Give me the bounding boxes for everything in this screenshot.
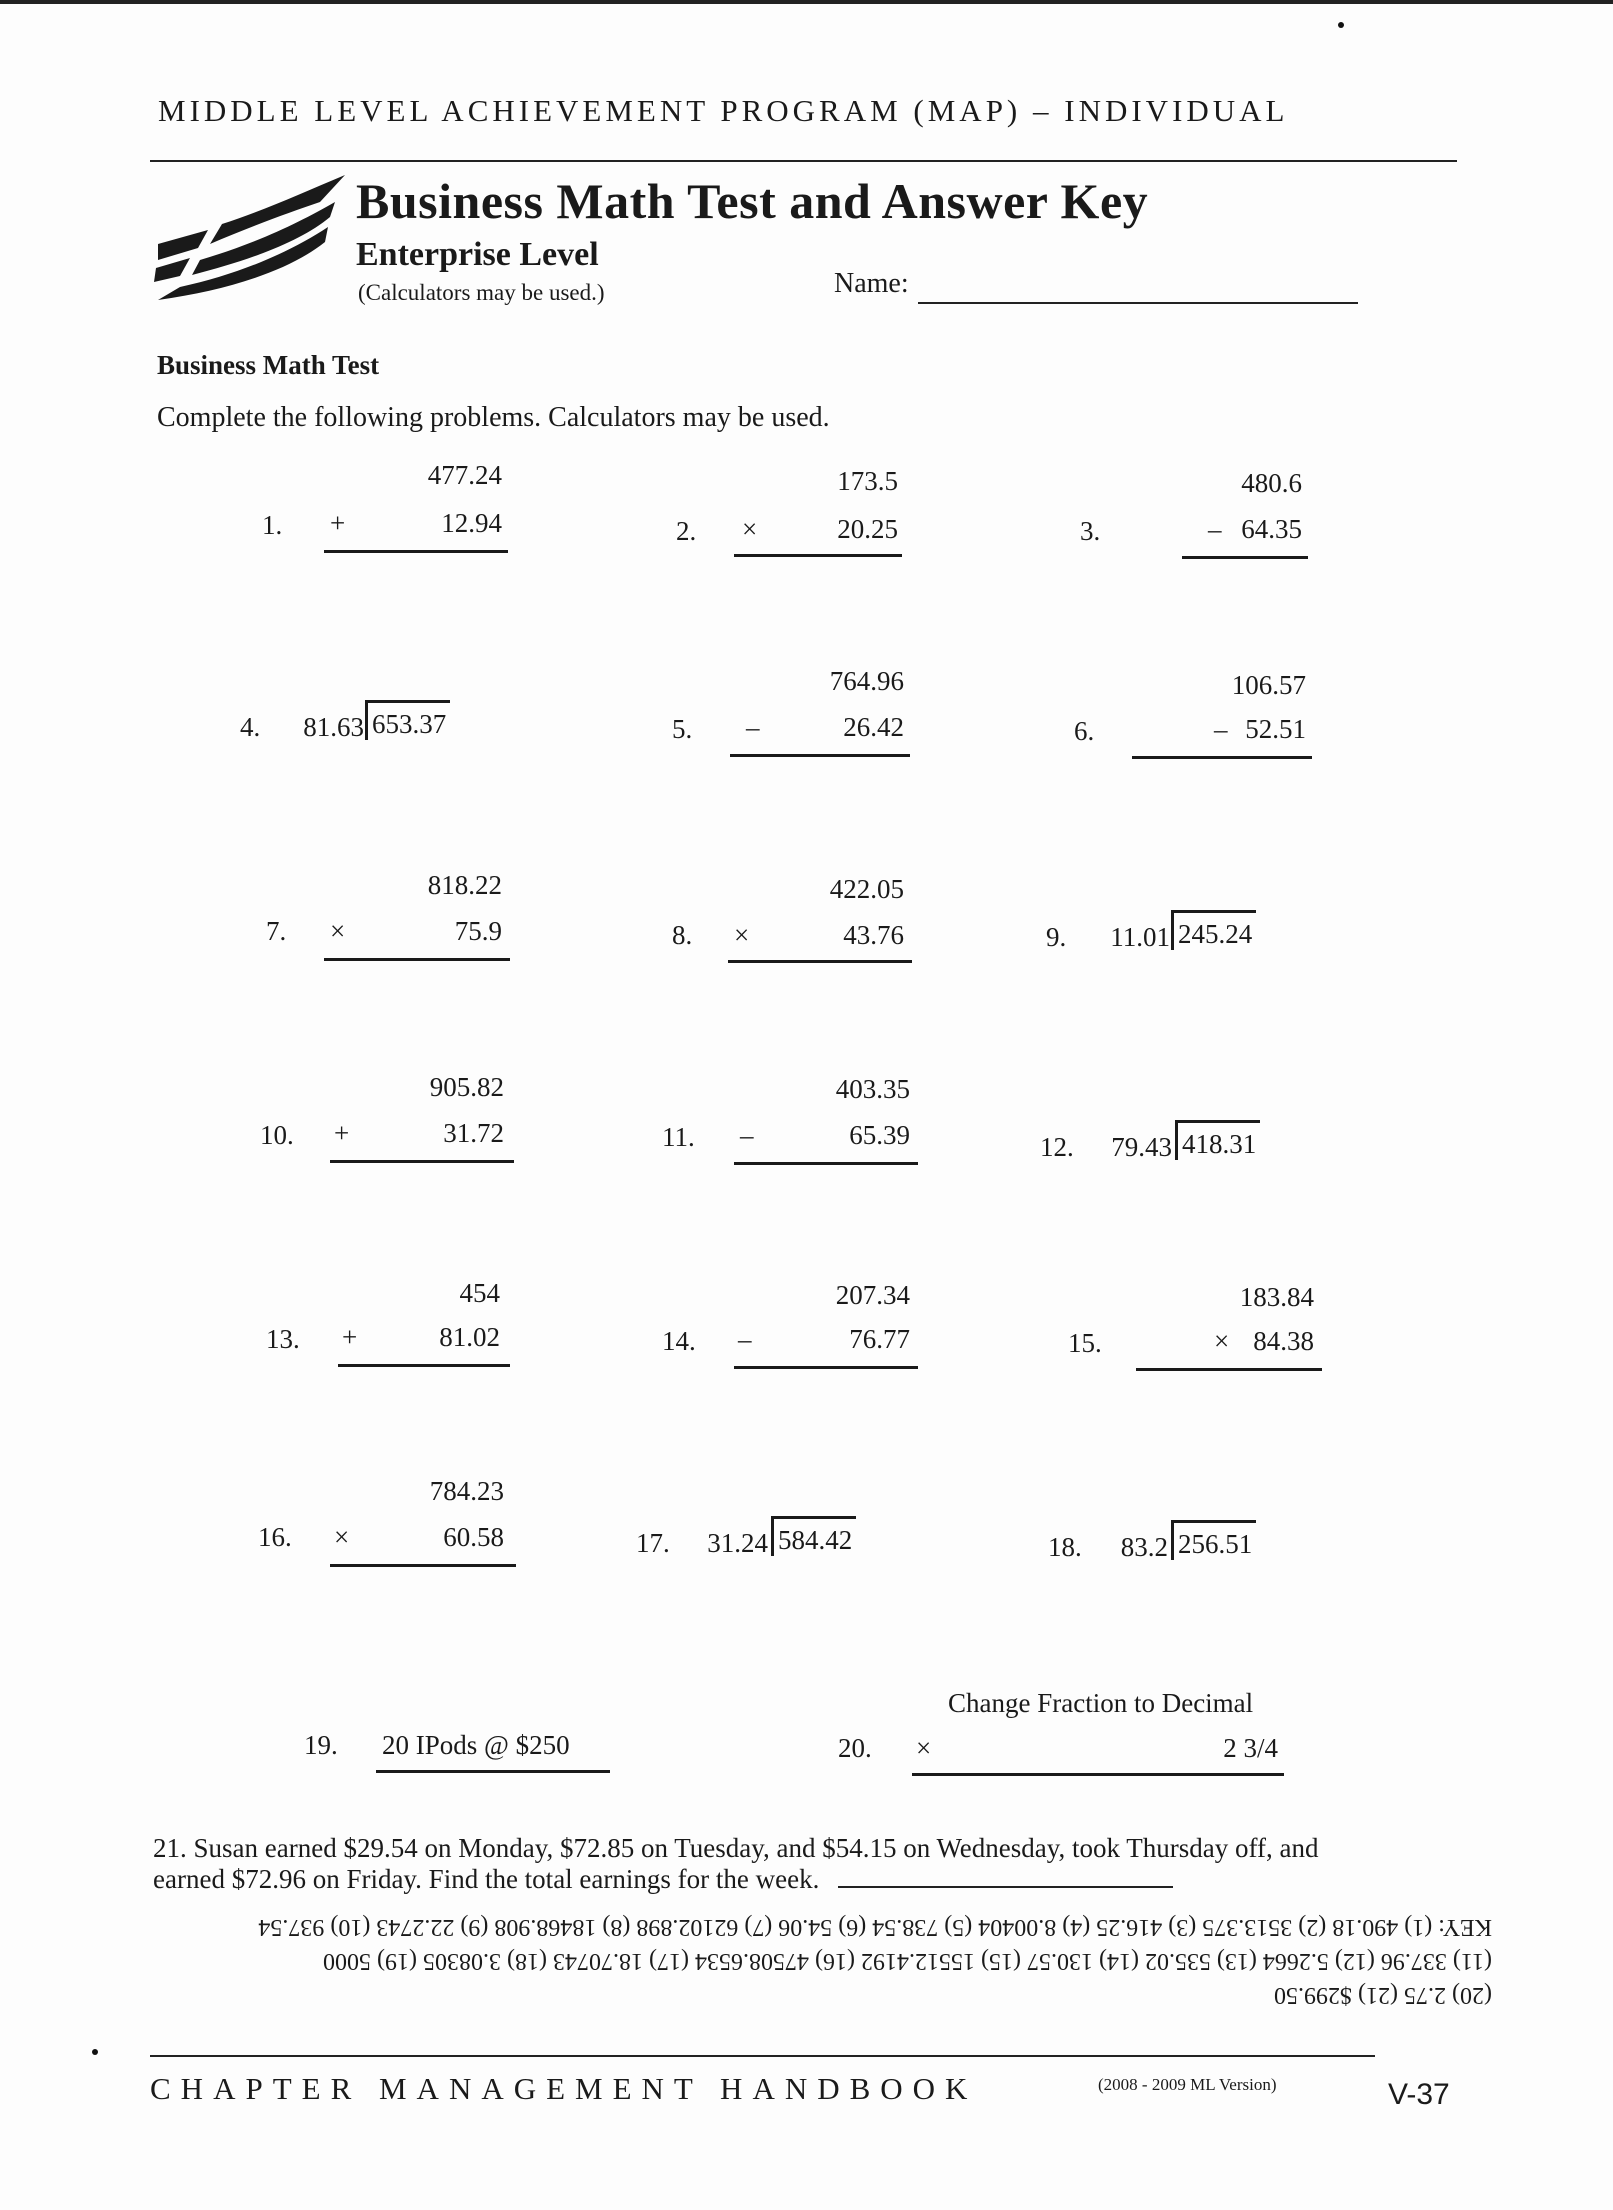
bottom-operand: – 65.39: [740, 1120, 910, 1150]
bottom-operand: × 75.9: [330, 916, 502, 946]
operator: –: [738, 1324, 752, 1354]
dividend: 584.42: [771, 1516, 856, 1556]
instructions: Complete the following problems. Calculators may be used.: [157, 402, 830, 433]
answer-line[interactable]: [734, 554, 902, 557]
fraction-value: 2 3/4: [1223, 1733, 1278, 1763]
answer-line[interactable]: [730, 754, 910, 757]
answer-line[interactable]: [734, 1366, 918, 1369]
bottom-operand: × 84.38: [1214, 1326, 1314, 1356]
name-field[interactable]: [918, 302, 1358, 304]
operator: –: [1208, 514, 1222, 544]
top-operand: 183.84: [1239, 1282, 1314, 1312]
divisor: 79.43: [1111, 1132, 1172, 1162]
operator: –: [740, 1120, 754, 1150]
main-title: Business Math Test and Answer Key: [356, 173, 1149, 229]
problem-number: 9.: [1046, 922, 1067, 952]
top-operand: 403.35: [835, 1074, 910, 1104]
program-title: MIDDLE LEVEL ACHIEVEMENT PROGRAM (MAP) – INDIVIDUAL: [158, 93, 1289, 128]
problem-number: 13.: [266, 1324, 300, 1354]
problem-number: 4.: [240, 712, 261, 742]
operator: +: [334, 1118, 350, 1148]
dividend: 245.24: [1171, 910, 1256, 950]
problem-number: 17.: [636, 1528, 670, 1558]
answer-line[interactable]: [324, 550, 508, 553]
answer-key-line: (20) 2.75 (21) $299.50: [1274, 1982, 1492, 2008]
scan-speck: [92, 2049, 98, 2055]
name-label: Name:: [834, 268, 909, 299]
answer-line[interactable]: [1132, 756, 1312, 759]
top-operand: 905.82: [429, 1072, 504, 1102]
problem-text: 20 IPods @ $250: [382, 1730, 570, 1760]
problem-number: 14.: [662, 1326, 696, 1356]
scan-top-edge: [0, 0, 1613, 4]
answer-key: [152, 1910, 1492, 2012]
divisor: 83.2: [1120, 1532, 1168, 1562]
problem-number: 19.: [304, 1730, 338, 1760]
answer-line[interactable]: [330, 1564, 516, 1567]
scan-speck: [1338, 22, 1344, 28]
divisor: 31.24: [707, 1528, 768, 1558]
page-number: V-37: [1388, 2078, 1450, 2111]
top-operand: 818.22: [427, 870, 502, 900]
problem-number: 12.: [1040, 1132, 1074, 1162]
bottom-operand: + 31.72: [334, 1118, 504, 1148]
answer-line[interactable]: [376, 1770, 610, 1773]
problem-number: 8.: [672, 920, 693, 950]
operator: –: [1214, 714, 1228, 744]
answer-line[interactable]: [338, 1364, 510, 1367]
footer-version: (2008 - 2009 ML Version): [1098, 2075, 1277, 2094]
problem-number: 1.: [262, 510, 283, 540]
problem-number: 20.: [838, 1733, 872, 1763]
problem-number: 15.: [1068, 1328, 1102, 1358]
operator: +: [330, 508, 346, 538]
section-title: Business Math Test: [157, 350, 380, 380]
answer-line[interactable]: [330, 1160, 514, 1163]
operator: –: [746, 712, 760, 742]
bottom-operand: – 76.77: [738, 1324, 910, 1354]
top-operand: 106.57: [1231, 670, 1306, 700]
footer-title: CHAPTER MANAGEMENT HANDBOOK: [150, 2071, 978, 2106]
bottom-operand: – 52.51: [1214, 714, 1306, 744]
problem-21: [153, 1833, 1353, 1895]
dividend: 256.51: [1171, 1520, 1256, 1560]
problem-number: 3.: [1080, 516, 1101, 546]
top-operand: 173.5: [837, 466, 898, 496]
operator: +: [342, 1322, 358, 1352]
answer-line[interactable]: [734, 1162, 918, 1165]
divisor: 81.63: [303, 712, 364, 742]
top-operand: 480.6: [1241, 468, 1302, 498]
top-operand: 477.24: [427, 460, 502, 490]
operator: ×: [1214, 1326, 1230, 1356]
top-operand: 764.96: [829, 666, 904, 696]
dividend: 653.37: [365, 700, 450, 740]
operator: ×: [916, 1733, 932, 1763]
bottom-operand: + 12.94: [330, 508, 502, 538]
sub-title: Enterprise Level: [356, 236, 599, 273]
top-operand: 422.05: [829, 874, 904, 904]
answer-line[interactable]: [1136, 1368, 1322, 1371]
problem-number: 2.: [676, 516, 697, 546]
bottom-operand: + 81.02: [342, 1322, 500, 1352]
operator: ×: [334, 1522, 350, 1552]
calculator-note: (Calculators may be used.): [358, 280, 605, 305]
problem-number: 6.: [1074, 716, 1095, 746]
problem-number: 5.: [672, 714, 693, 744]
operator: ×: [734, 920, 750, 950]
bottom-operand: – 64.35: [1208, 514, 1302, 544]
problem-number: 10.: [260, 1120, 294, 1150]
answer-key-line: (11) 337.96 (12) 5.2664 (13) 535.02 (14) 130.57 (15) 15512.4192 (16) 47508.6534 (17) 18.70743 (18) 3.08305 (19) 5000: [323, 1948, 1492, 1974]
flag-logo: [150, 172, 350, 312]
problem-text: 21. Susan earned $29.54 on Monday, $72.85 on Tuesday, and $54.15 on Wednesday, took Thursday off, and earned $72.96 on Friday. Find the total earnings for the week.: [153, 1833, 1319, 1894]
problem-number: 18.: [1048, 1532, 1082, 1562]
problem-number: 11.: [662, 1122, 695, 1152]
fraction-title: Change Fraction to Decimal: [948, 1688, 1254, 1718]
operator: ×: [330, 916, 346, 946]
problem-number: 16.: [258, 1522, 292, 1552]
bottom-operand: × 20.25: [742, 514, 898, 544]
bottom-operand: – 26.42: [746, 712, 904, 742]
answer-line[interactable]: [912, 1773, 1284, 1776]
divisor: 11.01: [1110, 922, 1170, 952]
problem-number: 7.: [266, 916, 287, 946]
answer-key-line: KEY: (1) 490.18 (2) 3513.375 (3) 416.25 (4) 8.00404 (5) 738.54 (6) 54.06 (7) 62102.898 (8) 18468.908 (9) 22.2743 (10) 937.54: [258, 1914, 1492, 1940]
answer-line[interactable]: [324, 958, 510, 961]
dividend: 418.31: [1175, 1120, 1260, 1160]
operator: ×: [742, 514, 758, 544]
answer-line[interactable]: [1182, 556, 1308, 559]
top-operand: 207.34: [835, 1280, 910, 1310]
bottom-operand: × 60.58: [334, 1522, 504, 1552]
top-operand: 454: [459, 1278, 500, 1308]
bottom-operand: × 43.76: [734, 920, 904, 950]
footer-rule: [150, 2055, 1375, 2057]
answer-line[interactable]: [838, 1866, 1173, 1888]
answer-line[interactable]: [728, 960, 912, 963]
header-rule: [150, 160, 1457, 162]
top-operand: 784.23: [429, 1476, 504, 1506]
